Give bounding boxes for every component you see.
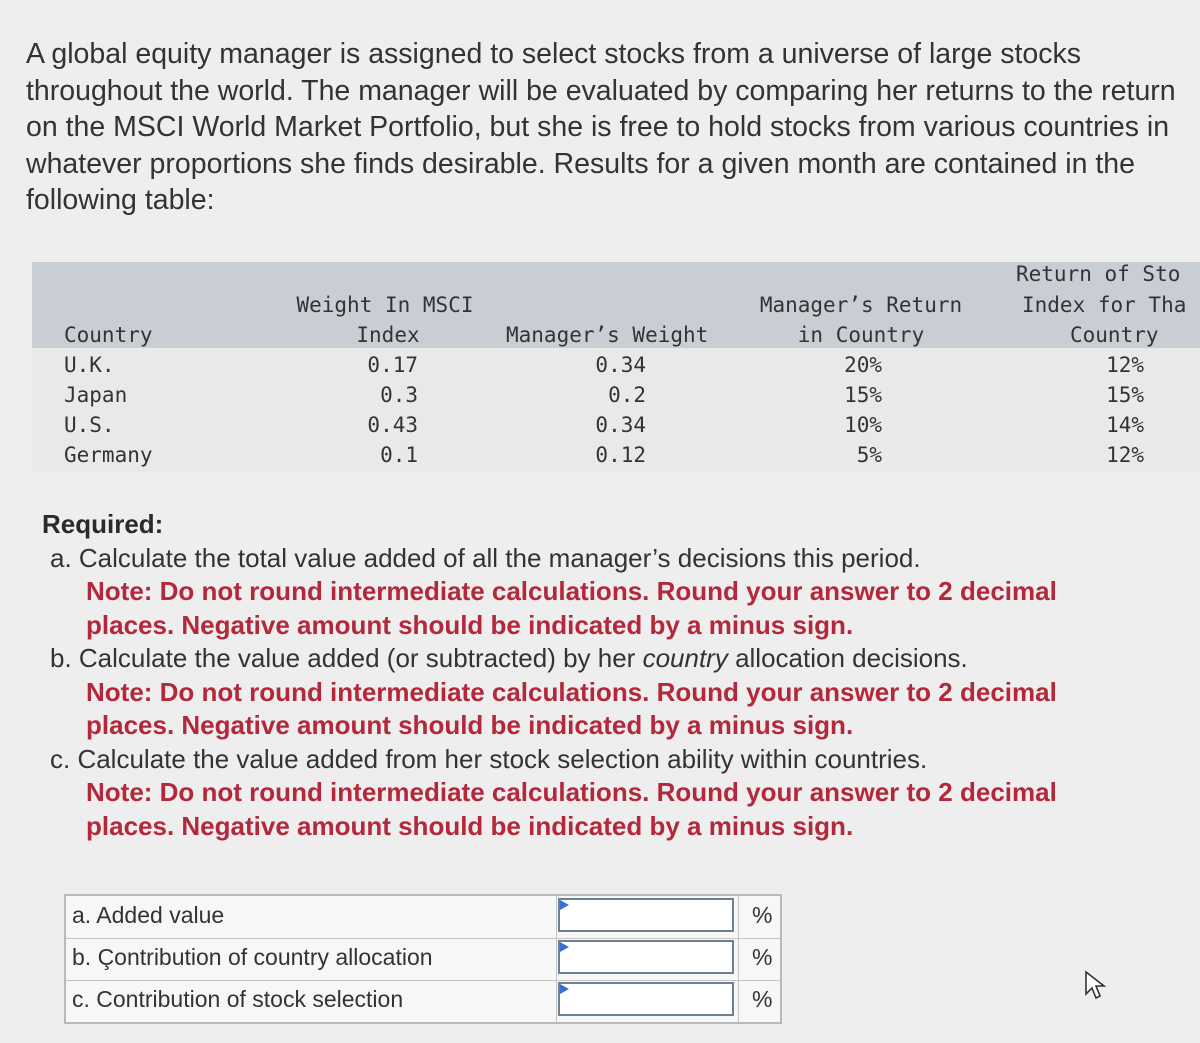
cell-msci-weight: 0.1: [380, 443, 418, 467]
cell-country: U.S.: [64, 413, 115, 437]
cell-index-return: 12%: [1106, 443, 1144, 467]
question-b-pre: b. Calculate the value added (or subtracted) by her: [50, 643, 643, 673]
cell-country: Germany: [64, 443, 153, 467]
cell-country: U.K.: [64, 353, 115, 377]
percent-unit: %: [752, 986, 773, 1012]
percent-unit: %: [752, 902, 773, 928]
problem-intro: A global equity manager is assigned to select stocks from a universe of large stocks throughout the world. The manager will be evaluated by comparing her returns to the return on the MSCI World Market Portfolio, but she is free to hold stocks from various countries in whatever proportions she finds desirable. Results for a given month are contained in the following table:: [26, 38, 1176, 216]
cell-manager-weight: 0.12: [595, 443, 646, 467]
note-b-line1: Note: Do not round intermediate calculations. Round your answer to 2 decimal: [86, 676, 1057, 707]
answer-row-stock-selection: [66, 980, 780, 1022]
cell-country: Japan: [64, 383, 128, 407]
percent-unit: %: [752, 944, 773, 970]
header-manager-return-line1: Manager’s Return: [759, 293, 963, 317]
mouse-cursor-icon: [1084, 970, 1108, 1002]
note-b-line2: places. Negative amount should be indicated by a minus sign.: [86, 710, 854, 740]
cell-manager-weight: 0.34: [595, 413, 646, 437]
input-marker-icon: [560, 900, 569, 910]
cell-index-return: 15%: [1106, 383, 1144, 407]
cell-manager-return: 20%: [844, 353, 882, 377]
note-a-line2: places. Negative amount should be indicated by a minus sign.: [86, 609, 854, 640]
answer-label: a. Added value: [72, 902, 225, 928]
stock-selection-input[interactable]: [558, 982, 734, 1016]
cell-manager-weight: 0.2: [608, 383, 646, 407]
required-section: [42, 508, 1192, 843]
header-msci-weight-line2: Index: [356, 323, 420, 347]
question-b-post: allocation decisions.: [727, 643, 968, 673]
cell-manager-return: 5%: [856, 443, 882, 467]
cell-index-return: 12%: [1106, 353, 1144, 377]
note-c-line1: Note: Do not round intermediate calculations. Round your answer to 2 decimal: [86, 777, 1057, 807]
answer-table: [64, 894, 782, 1024]
cell-msci-weight: 0.43: [367, 413, 418, 437]
cell-index-return: 14%: [1106, 413, 1144, 437]
question-b-emphasis: country: [642, 643, 728, 673]
header-index-return-line2: Index for Tha: [1022, 293, 1187, 317]
question-c: c. Calculate the value added from her stock selection ability within countries.: [50, 743, 928, 774]
header-country: Country: [64, 323, 153, 347]
answer-label: b. Çontribution of country allocation: [72, 944, 433, 970]
header-manager-weight: Manager’s Weight: [506, 323, 709, 347]
question-b: [42, 642, 1192, 676]
question-a: a. Calculate the total value added of all the manager’s decisions this period.: [50, 542, 921, 573]
cell-msci-weight: 0.3: [380, 383, 418, 407]
header-msci-weight-line1: Weight In MSCI: [296, 293, 474, 317]
note-a-line1: Note: Do not round intermediate calculations. Round your answer to 2 decimal: [86, 576, 1057, 606]
header-index-return-line1: Return of Sto: [1016, 262, 1181, 286]
required-title: Required:: [42, 509, 164, 539]
cell-manager-weight: 0.34: [595, 353, 646, 377]
results-table: [32, 262, 1200, 472]
cell-msci-weight: 0.17: [367, 353, 418, 377]
header-index-return-line3: Country: [1070, 323, 1159, 347]
country-allocation-input[interactable]: [558, 940, 734, 974]
cell-manager-return: 15%: [844, 383, 882, 407]
input-marker-icon: [560, 984, 569, 994]
answer-row-added-value: [66, 896, 780, 939]
cell-manager-return: 10%: [844, 413, 882, 437]
input-marker-icon: [560, 942, 569, 952]
answer-label: c. Contribution of stock selection: [72, 986, 404, 1012]
note-c-line2: places. Negative amount should be indicated by a minus sign.: [86, 810, 854, 841]
answer-row-country-allocation: [66, 938, 780, 981]
header-manager-return-line2: in Country: [797, 323, 925, 347]
added-value-input[interactable]: [558, 898, 734, 932]
